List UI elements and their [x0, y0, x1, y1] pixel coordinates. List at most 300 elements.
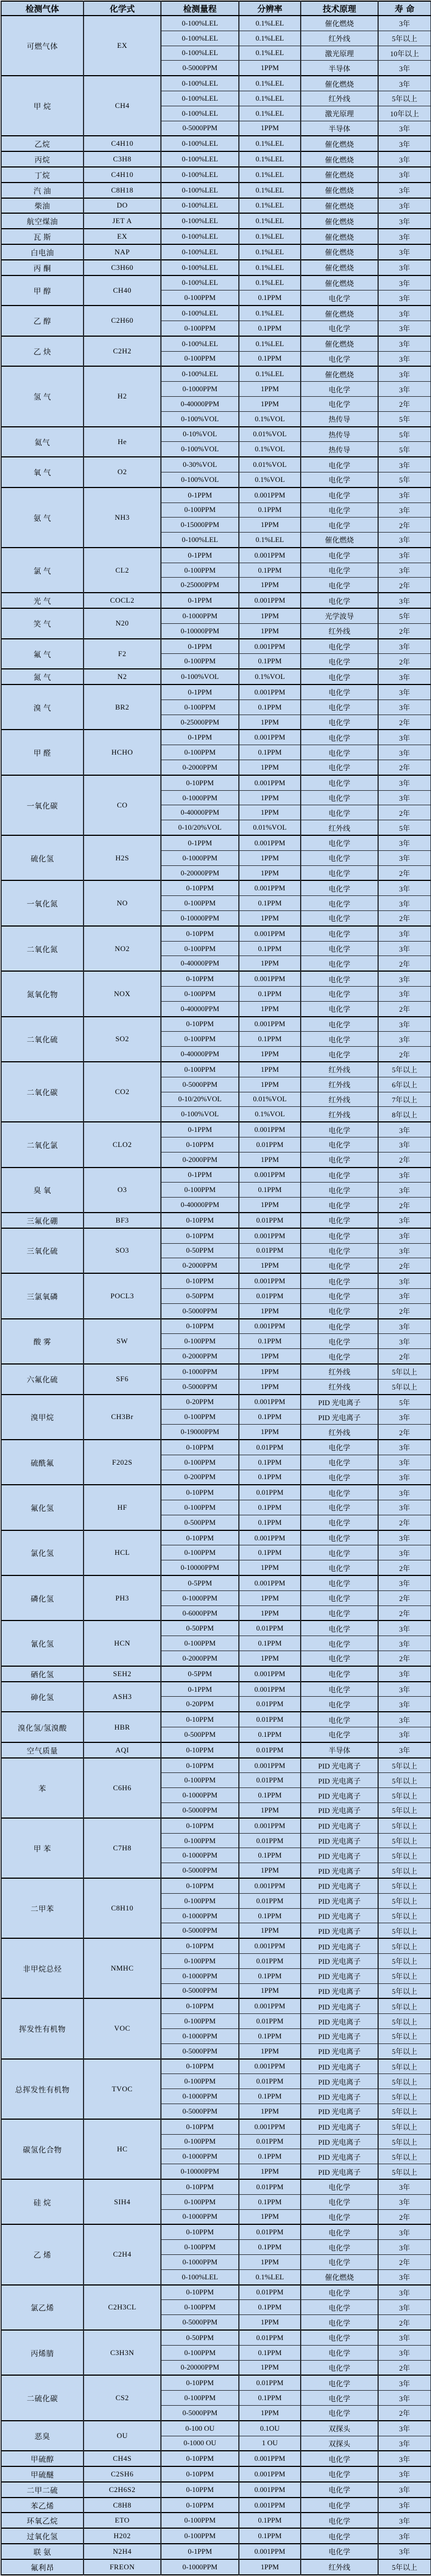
resolution-cell: 0.001PPM	[239, 1878, 301, 1893]
resolution-cell: 1PPM	[239, 396, 301, 411]
range-cell: 0-5000PPM	[161, 1923, 239, 1938]
lifespan-cell: 3年	[378, 1228, 431, 1243]
table-row	[1, 926, 431, 941]
range-cell: 0-1PPM	[161, 548, 239, 563]
formula-cell: F2	[84, 639, 161, 669]
resolution-cell: 0.001PPM	[239, 835, 301, 850]
lifespan-cell: 3年	[378, 2224, 431, 2239]
resolution-cell: 0.01PPM	[239, 2179, 301, 2194]
resolution-cell: 0.001PPM	[239, 2451, 301, 2466]
resolution-cell: 1PPM	[239, 2209, 301, 2224]
formula-cell: C8H18	[84, 183, 161, 198]
principle-cell: 电化学	[301, 518, 378, 533]
range-cell: 0-10PPM	[161, 2498, 239, 2513]
lifespan-cell: 3年	[378, 382, 431, 397]
range-cell: 0-100PPM	[161, 1893, 239, 1908]
principle-cell: 电化学	[301, 1168, 378, 1183]
principle-cell: 红外线	[301, 2559, 378, 2575]
range-cell: 0-5000PPM	[161, 2104, 239, 2119]
formula-cell: C4H10	[84, 167, 161, 183]
range-cell: 0-1000PPM	[161, 2028, 239, 2043]
principle-cell: 催化燃烧	[301, 244, 378, 260]
resolution-cell: 0.1PPM	[239, 1470, 301, 1485]
table-row	[1, 213, 431, 229]
gas-name-cell: 恶臭	[1, 2421, 84, 2451]
range-cell: 0-100%LEL	[161, 31, 239, 46]
principle-cell: 电化学	[301, 1198, 378, 1213]
principle-cell: PID 光电离子	[301, 1998, 378, 2013]
principle-cell: 电化学	[301, 1712, 378, 1727]
range-cell: 0-25000PPM	[161, 578, 239, 593]
gas-name-cell: 航空煤油	[1, 213, 84, 229]
table-row	[1, 684, 431, 700]
range-cell: 0-40000PPM	[161, 805, 239, 820]
principle-cell: 电化学	[301, 2330, 378, 2345]
gas-name-cell: 三氟化硼	[1, 1213, 84, 1228]
lifespan-cell: 3年	[378, 213, 431, 229]
lifespan-cell: 5年以上	[378, 2119, 431, 2134]
principle-cell: 电化学	[301, 730, 378, 745]
principle-cell: PID 光电离子	[301, 1803, 378, 1818]
principle-cell: 电化学	[301, 472, 378, 487]
principle-cell: 双探头	[301, 2421, 378, 2436]
principle-cell: 电化学	[301, 1605, 378, 1621]
lifespan-cell: 3年	[378, 1032, 431, 1047]
principle-cell: 电化学	[301, 926, 378, 941]
range-cell: 0-100PPM	[161, 2391, 239, 2406]
resolution-cell: 0.1PPM	[239, 1545, 301, 1560]
resolution-cell: 0.1%LEL	[239, 306, 301, 321]
formula-cell: H2S	[84, 835, 161, 880]
lifespan-cell: 5年	[378, 820, 431, 835]
principle-cell: PID 光电离子	[301, 1983, 378, 1998]
principle-cell: 电化学	[301, 1228, 378, 1243]
resolution-cell: 0.1PPM	[239, 2391, 301, 2406]
range-cell: 0-100%LEL	[161, 213, 239, 229]
range-cell: 0-100%LEL	[161, 91, 239, 106]
resolution-cell: 0.1PPM	[239, 896, 301, 911]
lifespan-cell: 2年	[378, 1349, 431, 1364]
range-cell: 0-15000PPM	[161, 518, 239, 533]
principle-cell: 电化学	[301, 1047, 378, 1062]
table-row	[1, 2224, 431, 2239]
range-cell: 0-1000PPM	[161, 850, 239, 865]
principle-cell: 电化学	[301, 1319, 378, 1334]
gas-name-cell: 光 气	[1, 593, 84, 608]
lifespan-cell: 3年	[378, 1621, 431, 1636]
resolution-cell: 1PPM	[239, 1923, 301, 1938]
lifespan-cell: 5年以上	[378, 2149, 431, 2164]
table-row	[1, 1485, 431, 1500]
formula-cell: POCL3	[84, 1273, 161, 1318]
lifespan-cell: 3年	[378, 1500, 431, 1515]
resolution-cell: 1PPM	[239, 1364, 301, 1379]
range-cell: 0-10PPM	[161, 1818, 239, 1833]
table-row	[1, 1682, 431, 1697]
range-cell: 0-100%LEL	[161, 46, 239, 61]
lifespan-cell: 3年	[378, 941, 431, 956]
table-row	[1, 260, 431, 275]
range-cell: 0-25000PPM	[161, 715, 239, 730]
range-cell: 0-1PPM	[161, 593, 239, 608]
principle-cell: PID 光电离子	[301, 1788, 378, 1803]
principle-cell: 红外线	[301, 1425, 378, 1440]
range-cell: 0-10PPM	[161, 971, 239, 986]
formula-cell: C6H6	[84, 1758, 161, 1818]
lifespan-cell: 3年	[378, 2285, 431, 2300]
principle-cell: 电化学	[301, 1440, 378, 1455]
lifespan-cell: 5年以上	[378, 1803, 431, 1818]
table-row	[1, 198, 431, 214]
principle-cell: 催化燃烧	[301, 260, 378, 275]
formula-cell: CO	[84, 775, 161, 835]
resolution-cell: 0.1%LEL	[239, 229, 301, 244]
lifespan-cell: 3年	[378, 1017, 431, 1032]
resolution-cell: 0.1PPM	[239, 1968, 301, 1983]
range-cell: 0-10%VOL	[161, 427, 239, 442]
range-cell: 0-40000PPM	[161, 1198, 239, 1213]
principle-cell: 电化学	[301, 396, 378, 411]
principle-cell: 电化学	[301, 1560, 378, 1575]
resolution-cell: 0.1PPM	[239, 745, 301, 760]
range-cell: 0-40000PPM	[161, 396, 239, 411]
formula-cell: O3	[84, 1168, 161, 1213]
lifespan-cell: 3年	[378, 684, 431, 700]
lifespan-cell: 2年	[378, 715, 431, 730]
gas-name-cell: 挥发性有机物	[1, 1998, 84, 2058]
lifespan-cell: 5年	[378, 411, 431, 426]
lifespan-cell: 3年	[378, 2498, 431, 2513]
resolution-cell: 0.001PPM	[239, 971, 301, 986]
range-cell: 0-1PPM	[161, 1122, 239, 1137]
resolution-cell: 0.001PPM	[239, 730, 301, 745]
gas-name-cell: 氨 气	[1, 487, 84, 548]
table-row	[1, 2375, 431, 2390]
lifespan-cell: 3年	[378, 1682, 431, 1697]
lifespan-cell: 3年	[378, 1319, 431, 1334]
lifespan-cell: 3年	[378, 1712, 431, 1727]
table-row	[1, 136, 431, 151]
principle-cell: 红外线	[301, 31, 378, 46]
range-cell: 0-5000PPM	[161, 1803, 239, 1818]
gas-name-cell: 氰化氢	[1, 1621, 84, 1666]
principle-cell: PID 光电离子	[301, 2134, 378, 2149]
gas-name-cell: 乙 醇	[1, 306, 84, 336]
formula-cell: CO2	[84, 1062, 161, 1122]
table-row	[1, 2179, 431, 2194]
formula-cell: EX	[84, 229, 161, 244]
table-row	[1, 1938, 431, 1953]
table-row	[1, 1878, 431, 1893]
range-cell: 0-1000PPM	[161, 382, 239, 397]
formula-cell: FREON	[84, 2559, 161, 2575]
formula-cell: NO2	[84, 926, 161, 971]
range-cell: 0-10PPM	[161, 1530, 239, 1545]
lifespan-cell: 3年	[378, 1545, 431, 1560]
range-cell: 0-100%VOL	[161, 472, 239, 487]
range-cell: 0-100PPM	[161, 1062, 239, 1077]
lifespan-cell: 3年	[378, 896, 431, 911]
resolution-cell: 0.01PPM	[239, 1485, 301, 1500]
range-cell: 0-10PPM	[161, 1712, 239, 1727]
resolution-cell: 0.1%VOL	[239, 411, 301, 426]
gas-name-cell: 氯乙烯	[1, 2285, 84, 2330]
principle-cell: 电化学	[301, 971, 378, 986]
range-cell: 0-10PPM	[161, 1758, 239, 1773]
lifespan-cell: 2年	[378, 1560, 431, 1575]
principle-cell: PID 光电离子	[301, 2043, 378, 2058]
principle-cell: 催化燃烧	[301, 151, 378, 167]
lifespan-cell: 3年	[378, 487, 431, 503]
resolution-cell: 0.1%LEL	[239, 336, 301, 351]
table-row	[1, 2513, 431, 2528]
lifespan-cell: 3年	[378, 1666, 431, 1682]
table-row	[1, 2466, 431, 2482]
lifespan-cell: 2年	[378, 1515, 431, 1530]
range-cell: 0-2000PPM	[161, 1258, 239, 1273]
principle-cell: 光学波导	[301, 608, 378, 623]
gas-name-cell: 丁烷	[1, 167, 84, 183]
lifespan-cell: 3年	[378, 1137, 431, 1152]
principle-cell: 电化学	[301, 956, 378, 971]
range-cell: 0-1000PPM	[161, 2254, 239, 2269]
formula-cell: EX	[84, 16, 161, 76]
principle-cell: 电化学	[301, 2209, 378, 2224]
resolution-cell: 0.001PPM	[239, 1575, 301, 1590]
range-cell: 0-5000PPM	[161, 2405, 239, 2420]
principle-cell: PID 光电离子	[301, 2059, 378, 2074]
principle-cell: 热传导	[301, 411, 378, 426]
principle-cell: 电化学	[301, 700, 378, 715]
principle-cell: 红外线	[301, 91, 378, 106]
resolution-cell: 0.1PPM	[239, 321, 301, 336]
formula-cell: O2	[84, 457, 161, 487]
range-cell: 0-100PPM	[161, 1455, 239, 1470]
formula-cell: BR2	[84, 684, 161, 730]
resolution-cell: 0.1PPM	[239, 1788, 301, 1803]
table-row	[1, 306, 431, 321]
gas-name-cell: 苯	[1, 1758, 84, 1818]
principle-cell: 电化学	[301, 987, 378, 1002]
principle-cell: 电化学	[301, 941, 378, 956]
formula-cell: He	[84, 427, 161, 457]
resolution-cell: 0.001PPM	[239, 2466, 301, 2482]
lifespan-cell: 2年	[378, 1198, 431, 1213]
resolution-cell: 0.001PPM	[239, 593, 301, 608]
lifespan-cell: 2年	[378, 1047, 431, 1062]
resolution-cell: 0.1PPM	[239, 2089, 301, 2104]
formula-cell: C3H60	[84, 260, 161, 275]
lifespan-cell: 3年	[378, 336, 431, 351]
lifespan-cell: 3年	[378, 1334, 431, 1349]
principle-cell: 电化学	[301, 2375, 378, 2390]
lifespan-cell: 3年	[378, 1168, 431, 1183]
formula-cell: DO	[84, 198, 161, 214]
resolution-cell: 0.1PPM	[239, 503, 301, 518]
lifespan-cell: 5年以上	[378, 1968, 431, 1983]
table-row	[1, 487, 431, 503]
table-row	[1, 1213, 431, 1228]
gas-name-cell: 一氧化碳	[1, 775, 84, 835]
resolution-cell: 0.001PPM	[239, 1530, 301, 1545]
range-cell: 0-1000PPM	[161, 1968, 239, 1983]
principle-cell: 电化学	[301, 2345, 378, 2360]
formula-cell: CLO2	[84, 1122, 161, 1167]
resolution-cell: 0.1%LEL	[239, 533, 301, 548]
resolution-cell: 0.01PPM	[239, 1137, 301, 1152]
range-cell: 0-40000PPM	[161, 1001, 239, 1016]
lifespan-cell: 5年	[378, 442, 431, 457]
principle-cell: PID 光电离子	[301, 2074, 378, 2089]
range-cell: 0-10PPM	[161, 2119, 239, 2134]
resolution-cell: 0.1%LEL	[239, 31, 301, 46]
table-row	[1, 608, 431, 623]
formula-cell: TVOC	[84, 2059, 161, 2119]
principle-cell: 电化学	[301, 563, 378, 578]
range-cell: 0-10PPM	[161, 926, 239, 941]
lifespan-cell: 5年以上	[378, 2043, 431, 2058]
table-row	[1, 336, 431, 351]
resolution-cell: 0.1PPM	[239, 654, 301, 669]
resolution-cell: 0.001PPM	[239, 1938, 301, 1953]
gas-name-cell: 氮氧化物	[1, 971, 84, 1016]
lifespan-cell: 5年以上	[378, 2164, 431, 2179]
gas-name-cell: 氮 气	[1, 669, 84, 684]
resolution-cell: 0.01PPM	[239, 1697, 301, 1712]
principle-cell: PID 光电离子	[301, 1773, 378, 1788]
gas-name-cell: 甲 醇	[1, 275, 84, 306]
range-cell: 0-100%LEL	[161, 167, 239, 183]
lifespan-cell: 2年	[378, 1590, 431, 1605]
formula-cell: C2H60	[84, 306, 161, 336]
lifespan-cell: 3年	[378, 16, 431, 31]
principle-cell: 热传导	[301, 442, 378, 457]
lifespan-cell: 3年	[378, 2451, 431, 2466]
lifespan-cell: 3年	[378, 1243, 431, 1258]
lifespan-cell: 3年	[378, 321, 431, 336]
principle-cell: 电化学	[301, 2300, 378, 2315]
range-cell: 0-100%LEL	[161, 76, 239, 91]
resolution-cell: 1PPM	[239, 623, 301, 638]
principle-cell: 电化学	[301, 2544, 378, 2559]
principle-cell: 电化学	[301, 1545, 378, 1560]
range-cell: 0-100PPM	[161, 503, 239, 518]
gas-name-cell: 氟化氢	[1, 1485, 84, 1530]
formula-cell: CH4S	[84, 2451, 161, 2466]
resolution-cell: 0.1%LEL	[239, 183, 301, 198]
table-row	[1, 2285, 431, 2300]
lifespan-cell: 2年	[378, 623, 431, 638]
resolution-cell: 0.1PPM	[239, 1334, 301, 1349]
principle-cell: 催化燃烧	[301, 213, 378, 229]
range-cell: 0-5000PPM	[161, 1983, 239, 1998]
table-row	[1, 76, 431, 91]
lifespan-cell: 3年	[378, 2300, 431, 2315]
lifespan-cell: 2年	[378, 654, 431, 669]
resolution-cell: 0.01PPM	[239, 1213, 301, 1228]
principle-cell: 电化学	[301, 1485, 378, 1500]
principle-cell: 电化学	[301, 2528, 378, 2544]
resolution-cell: 1PPM	[239, 1349, 301, 1364]
range-cell: 0-100%LEL	[161, 198, 239, 214]
range-cell: 0-100PPM	[161, 941, 239, 956]
lifespan-cell: 5年以上	[378, 1773, 431, 1788]
range-cell: 0-100PPM	[161, 1032, 239, 1047]
lifespan-cell: 3年	[378, 61, 431, 76]
principle-cell: PID 光电离子	[301, 2119, 378, 2134]
resolution-cell: 1PPM	[239, 1983, 301, 1998]
range-cell: 0-10PPM	[161, 2375, 239, 2390]
lifespan-cell: 3年	[378, 2330, 431, 2345]
lifespan-cell: 3年	[378, 2482, 431, 2498]
resolution-cell: 0.1PPM	[239, 1183, 301, 1198]
resolution-cell: 1PPM	[239, 382, 301, 397]
range-cell: 0-6000PPM	[161, 1605, 239, 1621]
range-cell: 0-100PPM	[161, 2134, 239, 2149]
gas-name-cell: 溴 气	[1, 684, 84, 730]
resolution-cell: 1PPM	[239, 2043, 301, 2058]
lifespan-cell: 5年	[378, 1395, 431, 1410]
table-row	[1, 775, 431, 790]
lifespan-cell: 3年	[378, 351, 431, 366]
table-row	[1, 1319, 431, 1334]
lifespan-cell: 5年以上	[378, 2104, 431, 2119]
resolution-cell: 1PPM	[239, 911, 301, 926]
range-cell: 0-100%VOL	[161, 442, 239, 457]
range-cell: 0-100%LEL	[161, 229, 239, 244]
formula-cell: C2H4	[84, 2224, 161, 2284]
resolution-cell: 1PPM	[239, 805, 301, 820]
table-row	[1, 2119, 431, 2134]
range-cell: 0-100PPM	[161, 321, 239, 336]
principle-cell: 电化学	[301, 669, 378, 684]
lifespan-cell: 2年	[378, 2405, 431, 2420]
table-row	[1, 1712, 431, 1727]
resolution-cell: 0.01%VOL	[239, 1092, 301, 1107]
column-header-5: 技术原理	[301, 1, 378, 16]
principle-cell: 激光原理	[301, 106, 378, 121]
lifespan-cell: 7年以上	[378, 1092, 431, 1107]
principle-cell: 电化学	[301, 896, 378, 911]
range-cell: 0-5000PPM	[161, 1303, 239, 1318]
principle-cell: 激光原理	[301, 46, 378, 61]
resolution-cell: 0.01PPM	[239, 1243, 301, 1258]
resolution-cell: 0.001PPM	[239, 775, 301, 790]
gas-name-cell: 氦气	[1, 427, 84, 457]
resolution-cell: 1PPM	[239, 2315, 301, 2330]
resolution-cell: 0.001PPM	[239, 1168, 301, 1183]
table-row	[1, 1168, 431, 1183]
range-cell: 0-5000PPM	[161, 1863, 239, 1878]
formula-cell: C2SH6	[84, 2466, 161, 2482]
formula-cell: HCL	[84, 1530, 161, 1575]
range-cell: 0-10PPM	[161, 2224, 239, 2239]
table-row	[1, 1440, 431, 1455]
lifespan-cell: 3年	[378, 835, 431, 850]
range-cell: 0-1PPM	[161, 2544, 239, 2559]
resolution-cell: 0.01PPM	[239, 1288, 301, 1303]
principle-cell: 红外线	[301, 820, 378, 835]
gas-name-cell: 氧 气	[1, 457, 84, 487]
resolution-cell: 0.01PPM	[239, 1440, 301, 1455]
resolution-cell: 0.001PPM	[239, 1228, 301, 1243]
formula-cell: HC	[84, 2119, 161, 2179]
range-cell: 0-1000PPM	[161, 1590, 239, 1605]
principle-cell: 红外线	[301, 1364, 378, 1379]
lifespan-cell: 3年	[378, 1575, 431, 1590]
range-cell: 0-100%LEL	[161, 16, 239, 31]
resolution-cell: 0.1PPM	[239, 2528, 301, 2544]
